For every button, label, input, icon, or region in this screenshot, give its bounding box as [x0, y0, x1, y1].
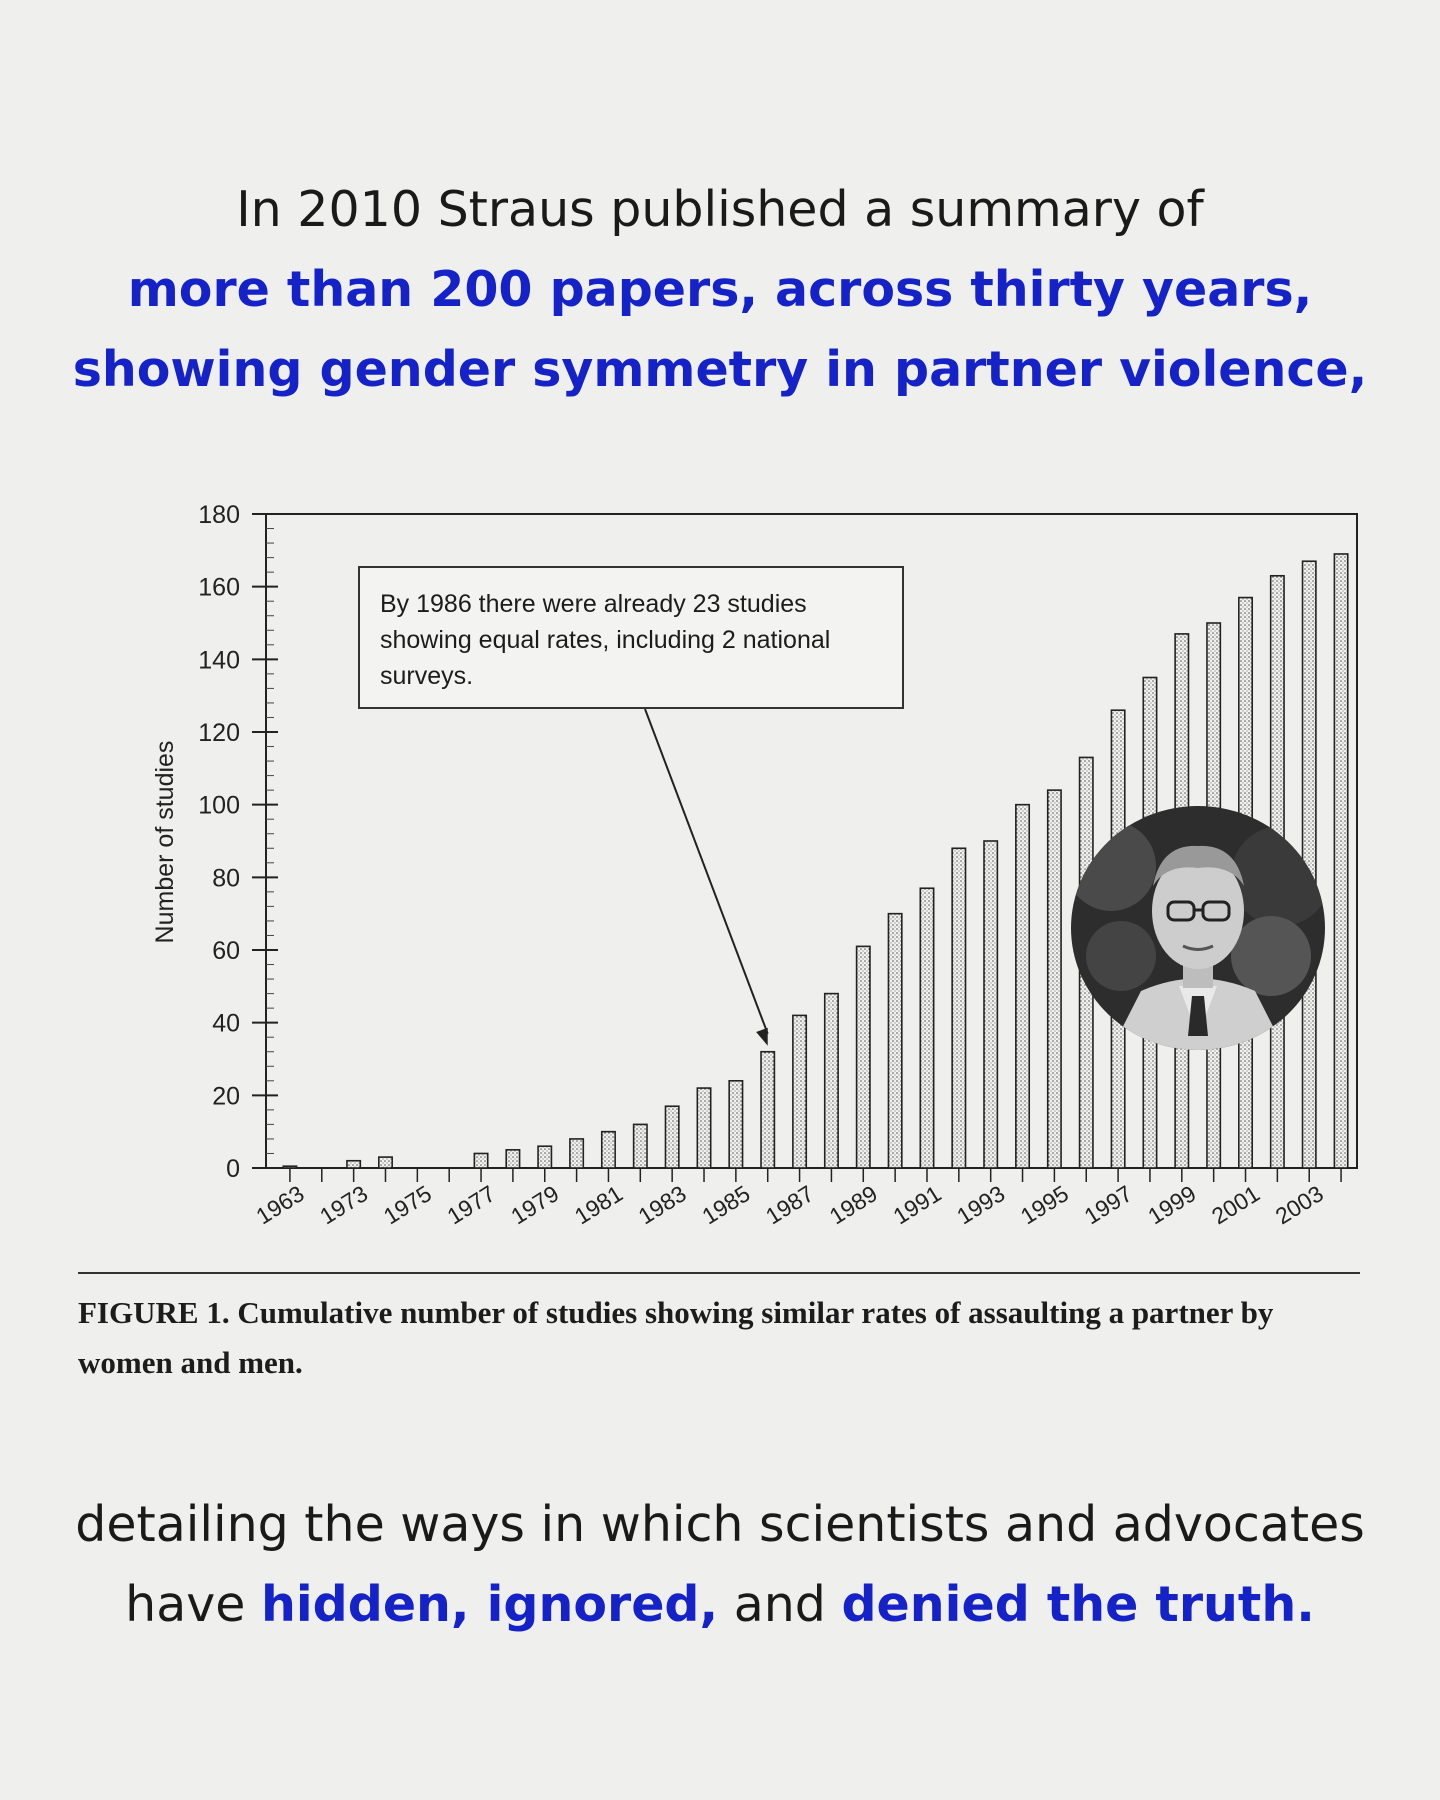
bar-1994 [1016, 805, 1029, 1168]
x-tick-label: 1991 [888, 1180, 946, 1230]
bar-1987 [793, 1015, 806, 1168]
bar-1986 [761, 1052, 774, 1168]
bar-1990 [888, 914, 901, 1168]
bar-1977 [474, 1153, 487, 1168]
x-tick-label: 1989 [824, 1180, 882, 1230]
annotation-arrow-head [756, 1028, 768, 1046]
bar-1978 [506, 1150, 519, 1168]
caption-text: Cumulative number of studies showing similar rates of assaulting a partner by women and men. [78, 1295, 1274, 1380]
bar-1992 [952, 848, 965, 1168]
footer-prefix: have [125, 1576, 261, 1633]
x-tick-label: 1999 [1143, 1180, 1201, 1230]
x-tick-label: 1973 [315, 1180, 373, 1230]
y-tick-label: 140 [198, 646, 240, 675]
bar-1985 [729, 1081, 742, 1168]
portrait-photo [1071, 806, 1325, 1050]
y-tick-label: 20 [212, 1082, 240, 1111]
bar-1982 [634, 1124, 647, 1168]
y-tick-label: 80 [212, 864, 240, 893]
bar-1993 [984, 841, 997, 1168]
bar-1988 [825, 994, 838, 1168]
bar-1979 [538, 1146, 551, 1168]
x-tick-label: 1981 [569, 1180, 628, 1230]
bar-1984 [697, 1088, 710, 1168]
bar-1989 [857, 946, 870, 1168]
footer-highlight-1: hidden, ignored, [260, 1576, 719, 1633]
x-tick-label: 1987 [761, 1180, 819, 1230]
bar-1963 [283, 1166, 296, 1168]
x-tick-label: 1997 [1079, 1180, 1137, 1230]
x-tick-label: 1975 [378, 1180, 436, 1230]
headline-line-1: In 2010 Straus published a summary of [236, 181, 1204, 238]
y-tick-label: 180 [198, 501, 240, 529]
bar-2004 [1334, 554, 1347, 1168]
bar-1973 [347, 1161, 360, 1168]
bar-1980 [570, 1139, 583, 1168]
x-tick-label: 1979 [506, 1180, 564, 1230]
footer-highlight-2: denied the truth. [841, 1576, 1315, 1633]
bar-1995 [1048, 790, 1061, 1168]
y-tick-label: 160 [198, 573, 240, 602]
headline-line-2: more than 200 papers, across thirty years, [127, 261, 1313, 318]
footer-text [0, 1485, 1440, 1645]
y-tick-label: 0 [226, 1155, 240, 1183]
footer-line-1: detailing the ways in which scientists and advocates [75, 1496, 1365, 1553]
y-tick-label: 120 [198, 719, 240, 747]
x-tick-label: 2001 [1206, 1180, 1265, 1230]
annotation-arrow-line [645, 709, 768, 1034]
bar-1991 [920, 888, 933, 1168]
y-tick-label: 40 [212, 1009, 240, 1038]
x-tick-label: 1983 [633, 1180, 691, 1230]
x-tick-label: 1993 [952, 1180, 1010, 1230]
caption-label: FIGURE 1. [78, 1295, 230, 1330]
bar-1983 [665, 1106, 678, 1168]
footer-mid: and [718, 1576, 842, 1633]
x-tick-label: 1995 [1015, 1180, 1074, 1230]
y-axis-label: Number of studies [151, 740, 179, 944]
person-portrait-icon [1071, 806, 1325, 1050]
y-tick-label: 100 [198, 791, 240, 820]
footer-line-2 [0, 1565, 1440, 1645]
bar-1981 [602, 1132, 615, 1168]
y-tick-label: 60 [212, 937, 240, 965]
headline-line-3: showing gender symmetry in partner violence, [72, 341, 1368, 398]
x-tick-label: 1985 [697, 1180, 755, 1230]
chart-annotation: By 1986 there were already 23 studies showing equal rates, including 2 national surveys. [358, 566, 904, 709]
x-tick-label: 2003 [1270, 1180, 1328, 1230]
x-tick-label: 1977 [442, 1180, 500, 1230]
x-tick-label: 1963 [251, 1180, 309, 1230]
bar-1974 [379, 1157, 392, 1168]
figure-caption [78, 1288, 1298, 1388]
